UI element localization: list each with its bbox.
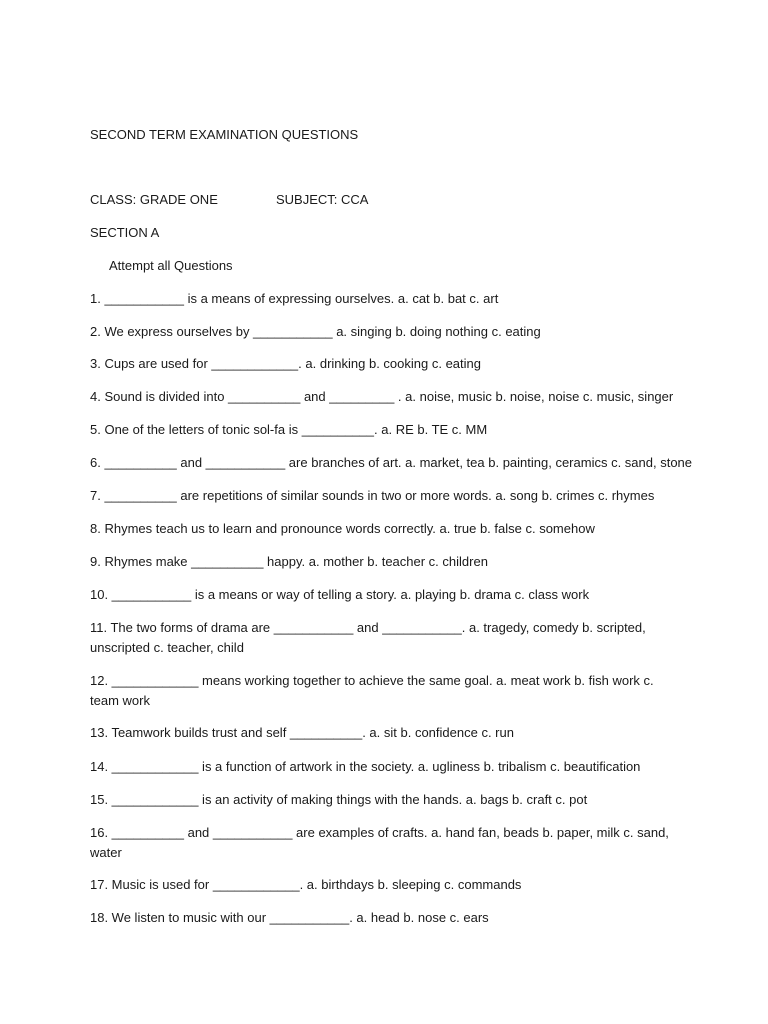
question-5: 5. One of the letters of tonic sol-fa is __________. a. RE b. TE c. MM — [90, 422, 488, 437]
question-6: 6. __________ and ___________ are branches of art. a. market, tea b. painting, ceramics c. sand, stone — [90, 455, 693, 470]
question-8: 8. Rhymes teach us to learn and pronounce words correctly. a. true b. false c. somehow — [90, 521, 595, 536]
question-11: 11. The two forms of drama are ___________ and ___________. a. tragedy, comedy b. scripted, unscripted c. teacher, child — [90, 620, 646, 655]
question-2: 2. We express ourselves by ___________ a. singing b. doing nothing c. eating — [90, 324, 541, 339]
section-heading: SECTION A — [90, 225, 160, 240]
page-title: SECOND TERM EXAMINATION QUESTIONS — [90, 127, 359, 142]
question-12: 12. ____________ means working together to achieve the same goal. a. meat work b. fish work c. team work — [90, 673, 654, 708]
question-1: 1. ___________ is a means of expressing ourselves. a. cat b. bat c. art — [90, 291, 499, 306]
question-18: 18. We listen to music with our ___________. a. head b. nose c. ears — [90, 910, 489, 925]
question-14: 14. ____________ is a function of artwork in the society. a. ugliness b. tribalism c. beautification — [90, 759, 641, 774]
question-7: 7. __________ are repetitions of similar sounds in two or more words. a. song b. crimes c. rhymes — [90, 488, 655, 503]
question-16: 16. __________ and ___________ are examples of crafts. a. hand fan, beads b. paper, milk c. sand, water — [90, 825, 669, 860]
question-13: 13. Teamwork builds trust and self __________. a. sit b. confidence c. run — [90, 725, 514, 740]
class-label: CLASS: GRADE ONE — [90, 192, 218, 207]
question-15: 15. ____________ is an activity of making things with the hands. a. bags b. craft c. pot — [90, 792, 588, 807]
question-4: 4. Sound is divided into __________ and _________ . a. noise, music b. noise, noise c. music, singer — [90, 389, 674, 404]
question-10: 10. ___________ is a means or way of telling a story. a. playing b. drama c. class work — [90, 587, 590, 602]
question-3: 3. Cups are used for ____________. a. drinking b. cooking c. eating — [90, 356, 481, 371]
subject-label: SUBJECT: CCA — [276, 192, 369, 207]
question-9: 9. Rhymes make __________ happy. a. mother b. teacher c. children — [90, 554, 488, 569]
instruction-text: Attempt all Questions — [109, 258, 233, 273]
question-17: 17. Music is used for ____________. a. birthdays b. sleeping c. commands — [90, 877, 522, 892]
